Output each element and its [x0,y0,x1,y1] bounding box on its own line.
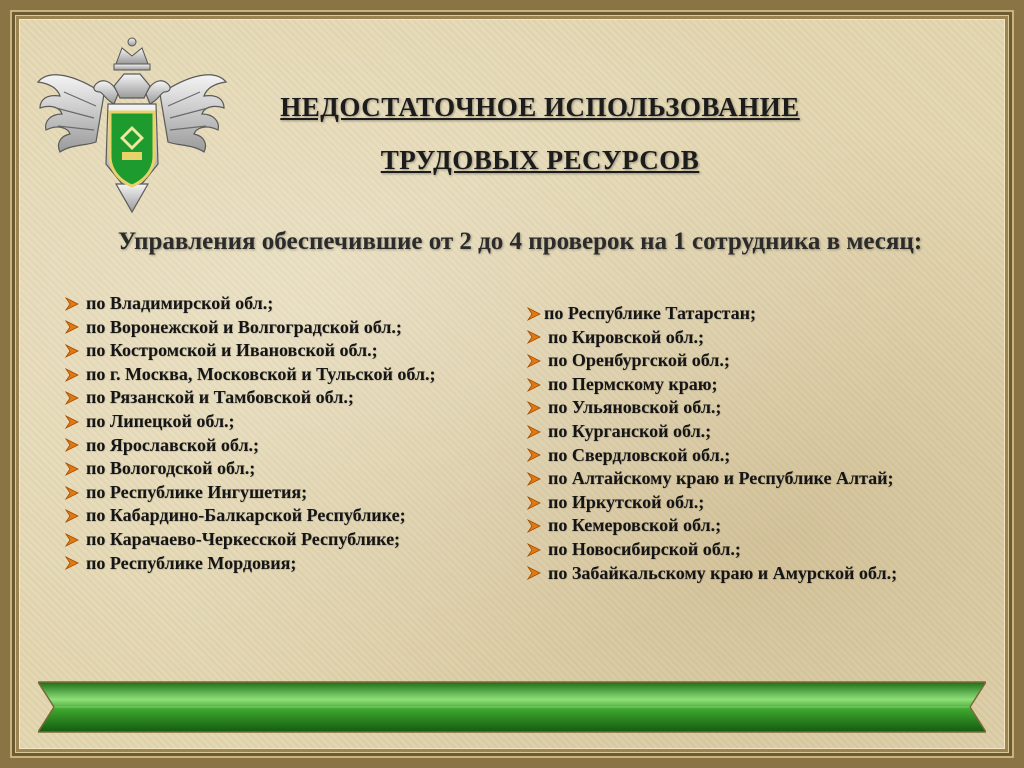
green-ribbon-banner [38,680,986,734]
arrow-right-icon [64,319,86,335]
arrow-right-icon [64,296,86,312]
list-item [526,491,897,515]
subheading: Управления обеспечившие от 2 до 4 проверок на 1 сотрудника в месяц: [117,228,923,255]
green-shield-icon [110,112,154,186]
list-item-label: по Курганской обл.; [548,420,712,441]
right-region-list [526,302,897,585]
arrow-right-icon [526,565,548,581]
list-item-label: по Оренбургской обл.; [548,350,730,371]
arrow-right-icon [64,343,86,359]
list-item-label: по Республике Ингушетия; [86,481,308,502]
list-item-label: по Иркутской обл.; [548,491,705,512]
list-item-label: по Республике Мордовия; [86,552,297,573]
list-item-label: по Ярославской обл.; [86,434,260,455]
list-item [64,434,436,458]
arrow-right-icon [64,485,86,501]
list-item-label: по Кемеровской обл.; [548,515,722,536]
double-headed-eagle-emblem-icon [34,34,230,214]
list-item [64,481,436,505]
eagle-tail-icon [116,184,148,212]
list-item-label: по Карачаево-Черкесской Республике; [86,528,401,549]
arrow-right-icon [526,447,548,463]
list-item-label: по Липецкой обл.; [86,410,235,431]
list-item-label: по г. Москва, Московской и Тульской обл.; [86,363,436,384]
arrow-right-icon [64,555,86,571]
list-item [64,386,436,410]
list-item [526,538,897,562]
arrow-right-icon [526,306,544,322]
arrow-right-icon [64,437,86,453]
list-item [64,552,436,576]
list-item [64,363,436,387]
list-item [526,373,897,397]
list-item [526,562,897,586]
list-item [64,504,436,528]
list-item [526,326,897,350]
list-item-label: по Вологодской обл.; [86,458,256,479]
list-item-label: по Костромской и Ивановской обл.; [86,340,378,361]
arrow-right-icon [526,424,548,440]
left-region-list [64,292,436,575]
list-item-label: по Рязанской и Тамбовской обл.; [86,387,354,408]
list-item-label: по Пермскому краю; [548,373,718,394]
page-title-line-2: ТРУДОВЫХ РЕСУРСОВ [380,145,700,175]
list-item-label: по Кировской обл.; [548,326,704,347]
arrow-right-icon [64,461,86,477]
arrow-right-icon [64,414,86,430]
list-item-label: по Республике Татарстан; [544,303,756,323]
list-item-label: по Забайкальскому краю и Амурской обл.; [548,562,898,583]
arrow-right-icon [64,508,86,524]
list-item [64,528,436,552]
list-item-label: по Свердловской обл.; [548,444,731,465]
crown-icon [114,38,150,70]
arrow-right-icon [64,367,86,383]
list-item [526,396,897,420]
list-item [526,444,897,468]
list-item [526,349,897,373]
arrow-right-icon [526,518,548,534]
list-item [526,302,897,326]
arrow-right-icon [526,400,548,416]
arrow-right-icon [526,471,548,487]
arrow-right-icon [526,353,548,369]
list-item [64,410,436,434]
arrow-right-icon [526,329,548,345]
arrow-right-icon [64,532,86,548]
arrow-right-icon [526,495,548,511]
list-item-label: по Новосибирской обл.; [548,538,741,559]
list-item [64,339,436,363]
list-item [64,457,436,481]
list-item [64,292,436,316]
arrow-right-icon [64,390,86,406]
arrow-right-icon [526,542,548,558]
list-item [526,467,897,491]
page-title-line-1: НЕДОСТАТОЧНОЕ ИСПОЛЬЗОВАНИЕ [280,92,800,122]
list-item [64,316,436,340]
list-item-label: по Кабардино-Балкарской Республике; [86,505,406,526]
arrow-right-icon [526,377,548,393]
list-item [526,420,897,444]
eagle-heads-icon [94,74,170,104]
list-item-label: по Владимирской обл.; [86,293,274,313]
list-item-label: по Ульяновской обл.; [548,397,722,418]
list-item-label: по Воронежской и Волгоградской обл.; [86,316,402,337]
list-item-label: по Алтайскому краю и Республике Алтай; [548,468,894,489]
list-item [526,514,897,538]
